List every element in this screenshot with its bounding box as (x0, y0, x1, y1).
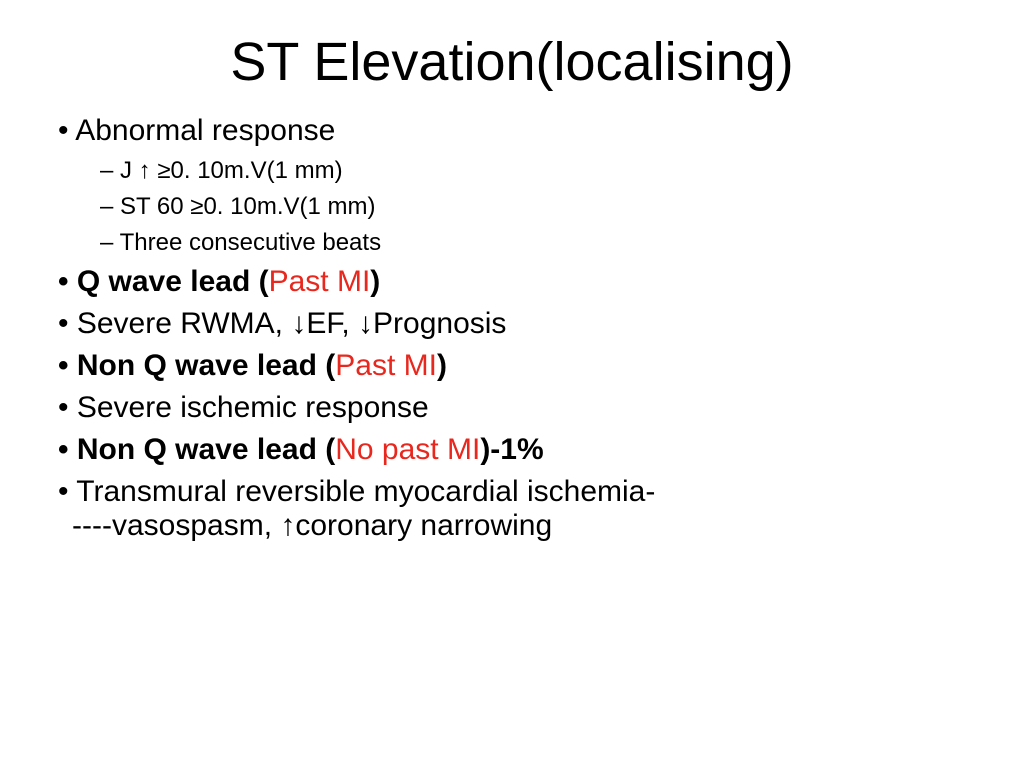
bullet-q-wave-past-mi (58, 264, 380, 300)
slide-title: ST Elevation(localising) (230, 32, 794, 92)
sub-bullet-st60 (100, 192, 375, 222)
dash-marker: – (100, 229, 120, 256)
bullet-non-q-wave-past-mi (58, 348, 447, 384)
bullet-marker: • (58, 475, 77, 508)
sub-bullet-three-beats (100, 228, 381, 258)
bullet-text: Severe ischemic response (76, 391, 429, 424)
bullet-marker: • (58, 349, 77, 382)
bullet-text-end: ) (370, 265, 381, 298)
dash-marker: – (100, 157, 121, 184)
sub-bullet-text: ST 60 ≥0. 10m.V(1 mm) (120, 193, 376, 220)
bullet-text: Non Q wave lead ( (76, 433, 336, 466)
sub-bullet-j-point (100, 156, 343, 186)
bullet-transmural-ischemia (58, 474, 655, 510)
bullet-non-q-wave-no-past-mi (58, 432, 544, 468)
bullet-text: Severe RWMA, ↓EF, ↓Prognosis (76, 307, 507, 340)
bullet-text-end: ) (436, 349, 447, 382)
bullet-marker: • (58, 307, 77, 340)
bullet-marker: • (58, 114, 76, 147)
bullet-marker: • (58, 265, 77, 298)
bullet-text: Transmural reversible myocardial ischemia- (76, 475, 656, 508)
bullet-text: Non Q wave lead ( (76, 349, 336, 382)
bullet-text-end: )-1% (480, 433, 544, 466)
bullet-severe-ischemic-response (58, 390, 429, 426)
highlight-text: No past MI (335, 433, 481, 466)
dash-marker: – (100, 193, 121, 220)
bullet-severe-rwma (58, 306, 506, 342)
bullet-text: Abnormal response (75, 114, 336, 147)
highlight-text: Past MI (268, 265, 371, 298)
bullet-abnormal-response (58, 113, 335, 149)
highlight-text: Past MI (335, 349, 437, 382)
bullet-text: Q wave lead ( (76, 265, 269, 298)
bullet-text: ----vasospasm, ↑coronary narrowing (72, 509, 553, 542)
sub-bullet-text: J ↑ ≥0. 10m.V(1 mm) (120, 157, 343, 184)
bullet-continuation-vasospasm (72, 508, 552, 544)
sub-bullet-text: Three consecutive beats (119, 229, 382, 256)
bullet-marker: • (58, 391, 77, 424)
bullet-marker: • (58, 433, 77, 466)
